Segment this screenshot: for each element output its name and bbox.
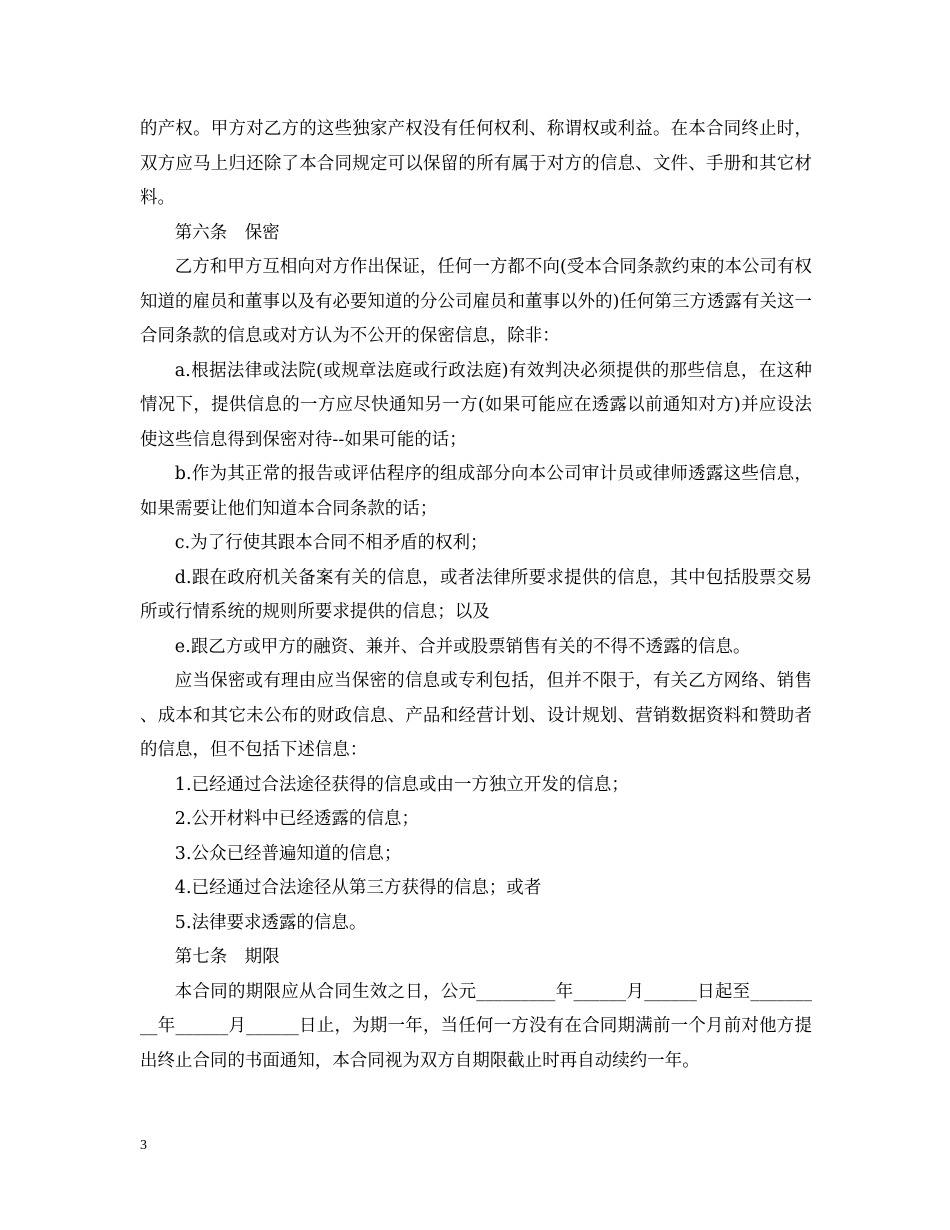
section-heading-article-6: 第六条 保密 <box>174 222 280 243</box>
list-item-a: a.根据法律或法院(或规章法庭或行政法庭)有效判决必须提供的那些信息，在这种情况下，提供信息的一方应尽快通知另一方(如果可能应在透露以前通知对方)并应设法使这些信息得到保密对待--如果可能的话； <box>140 360 812 450</box>
list-item-b: b.作为其正常的报告或评估程序的组成部分向本公司审计员或律师透露这些信息，如果需要让他们知道本合同条款的话； <box>140 464 812 519</box>
list-item-1: 1.已经通过合法途径获得的信息或由一方独立开发的信息； <box>174 774 629 795</box>
list-item-3: 3.公众已经普遍知道的信息； <box>174 843 402 864</box>
paragraph-confidential-scope: 应当保密或有理由应当保密的信息或专利包括，但并不限于，有关乙方网络、销售、成本和其它未公布的财政信息、产品和经营计划、设计规划、营销数据资料和赞助者的信息，但不包括下述信息： <box>140 671 812 760</box>
paragraph-confidentiality-intro: 乙方和甲方互相向对方作出保证，任何一方都不向(受本合同条款约束的本公司有权知道的雇员和董事以及有必要知道的分公司雇员和董事以外的)任何第三方透露有关这一合同条款的信息或对方认为不公开的保密信息，除非： <box>140 257 812 346</box>
paragraph-term: 本合同的期限应从合同生效之日，公元_________年______月______日起至_________年______月______日止，为期一年，当任何一方没有在合同期满前一个月前对他方提出终止合同的书面通知，本合同视为双方自期限截止时再自动续约一年。 <box>140 981 812 1071</box>
list-item-e: e.跟乙方或甲方的融资、兼并、合并或股票销售有关的不得不透露的信息。 <box>174 636 751 657</box>
list-item-4: 4.已经通过合法途径从第三方获得的信息；或者 <box>174 878 542 898</box>
list-item-5: 5.法律要求透露的信息。 <box>174 912 367 933</box>
document-body <box>140 112 812 1078</box>
page-number: 3 <box>140 1138 147 1153</box>
list-item-2: 2.公开材料中已经透露的信息； <box>174 809 419 829</box>
section-heading-article-7: 第七条 期限 <box>174 947 280 967</box>
list-item-d: d.跟在政府机关备案有关的信息，或者法律所要求提供的信息，其中包括股票交易所或行情系统的规则所要求提供的信息；以及 <box>140 567 812 622</box>
paragraph-continuation: 的产权。甲方对乙方的这些独家产权没有任何权利、称谓权或利益。在本合同终止时，双方应马上归还除了本合同规定可以保留的所有属于对方的信息、文件、手册和其它材料。 <box>140 119 812 208</box>
list-item-c: c.为了行使其跟本合同不相矛盾的权利； <box>174 533 488 553</box>
